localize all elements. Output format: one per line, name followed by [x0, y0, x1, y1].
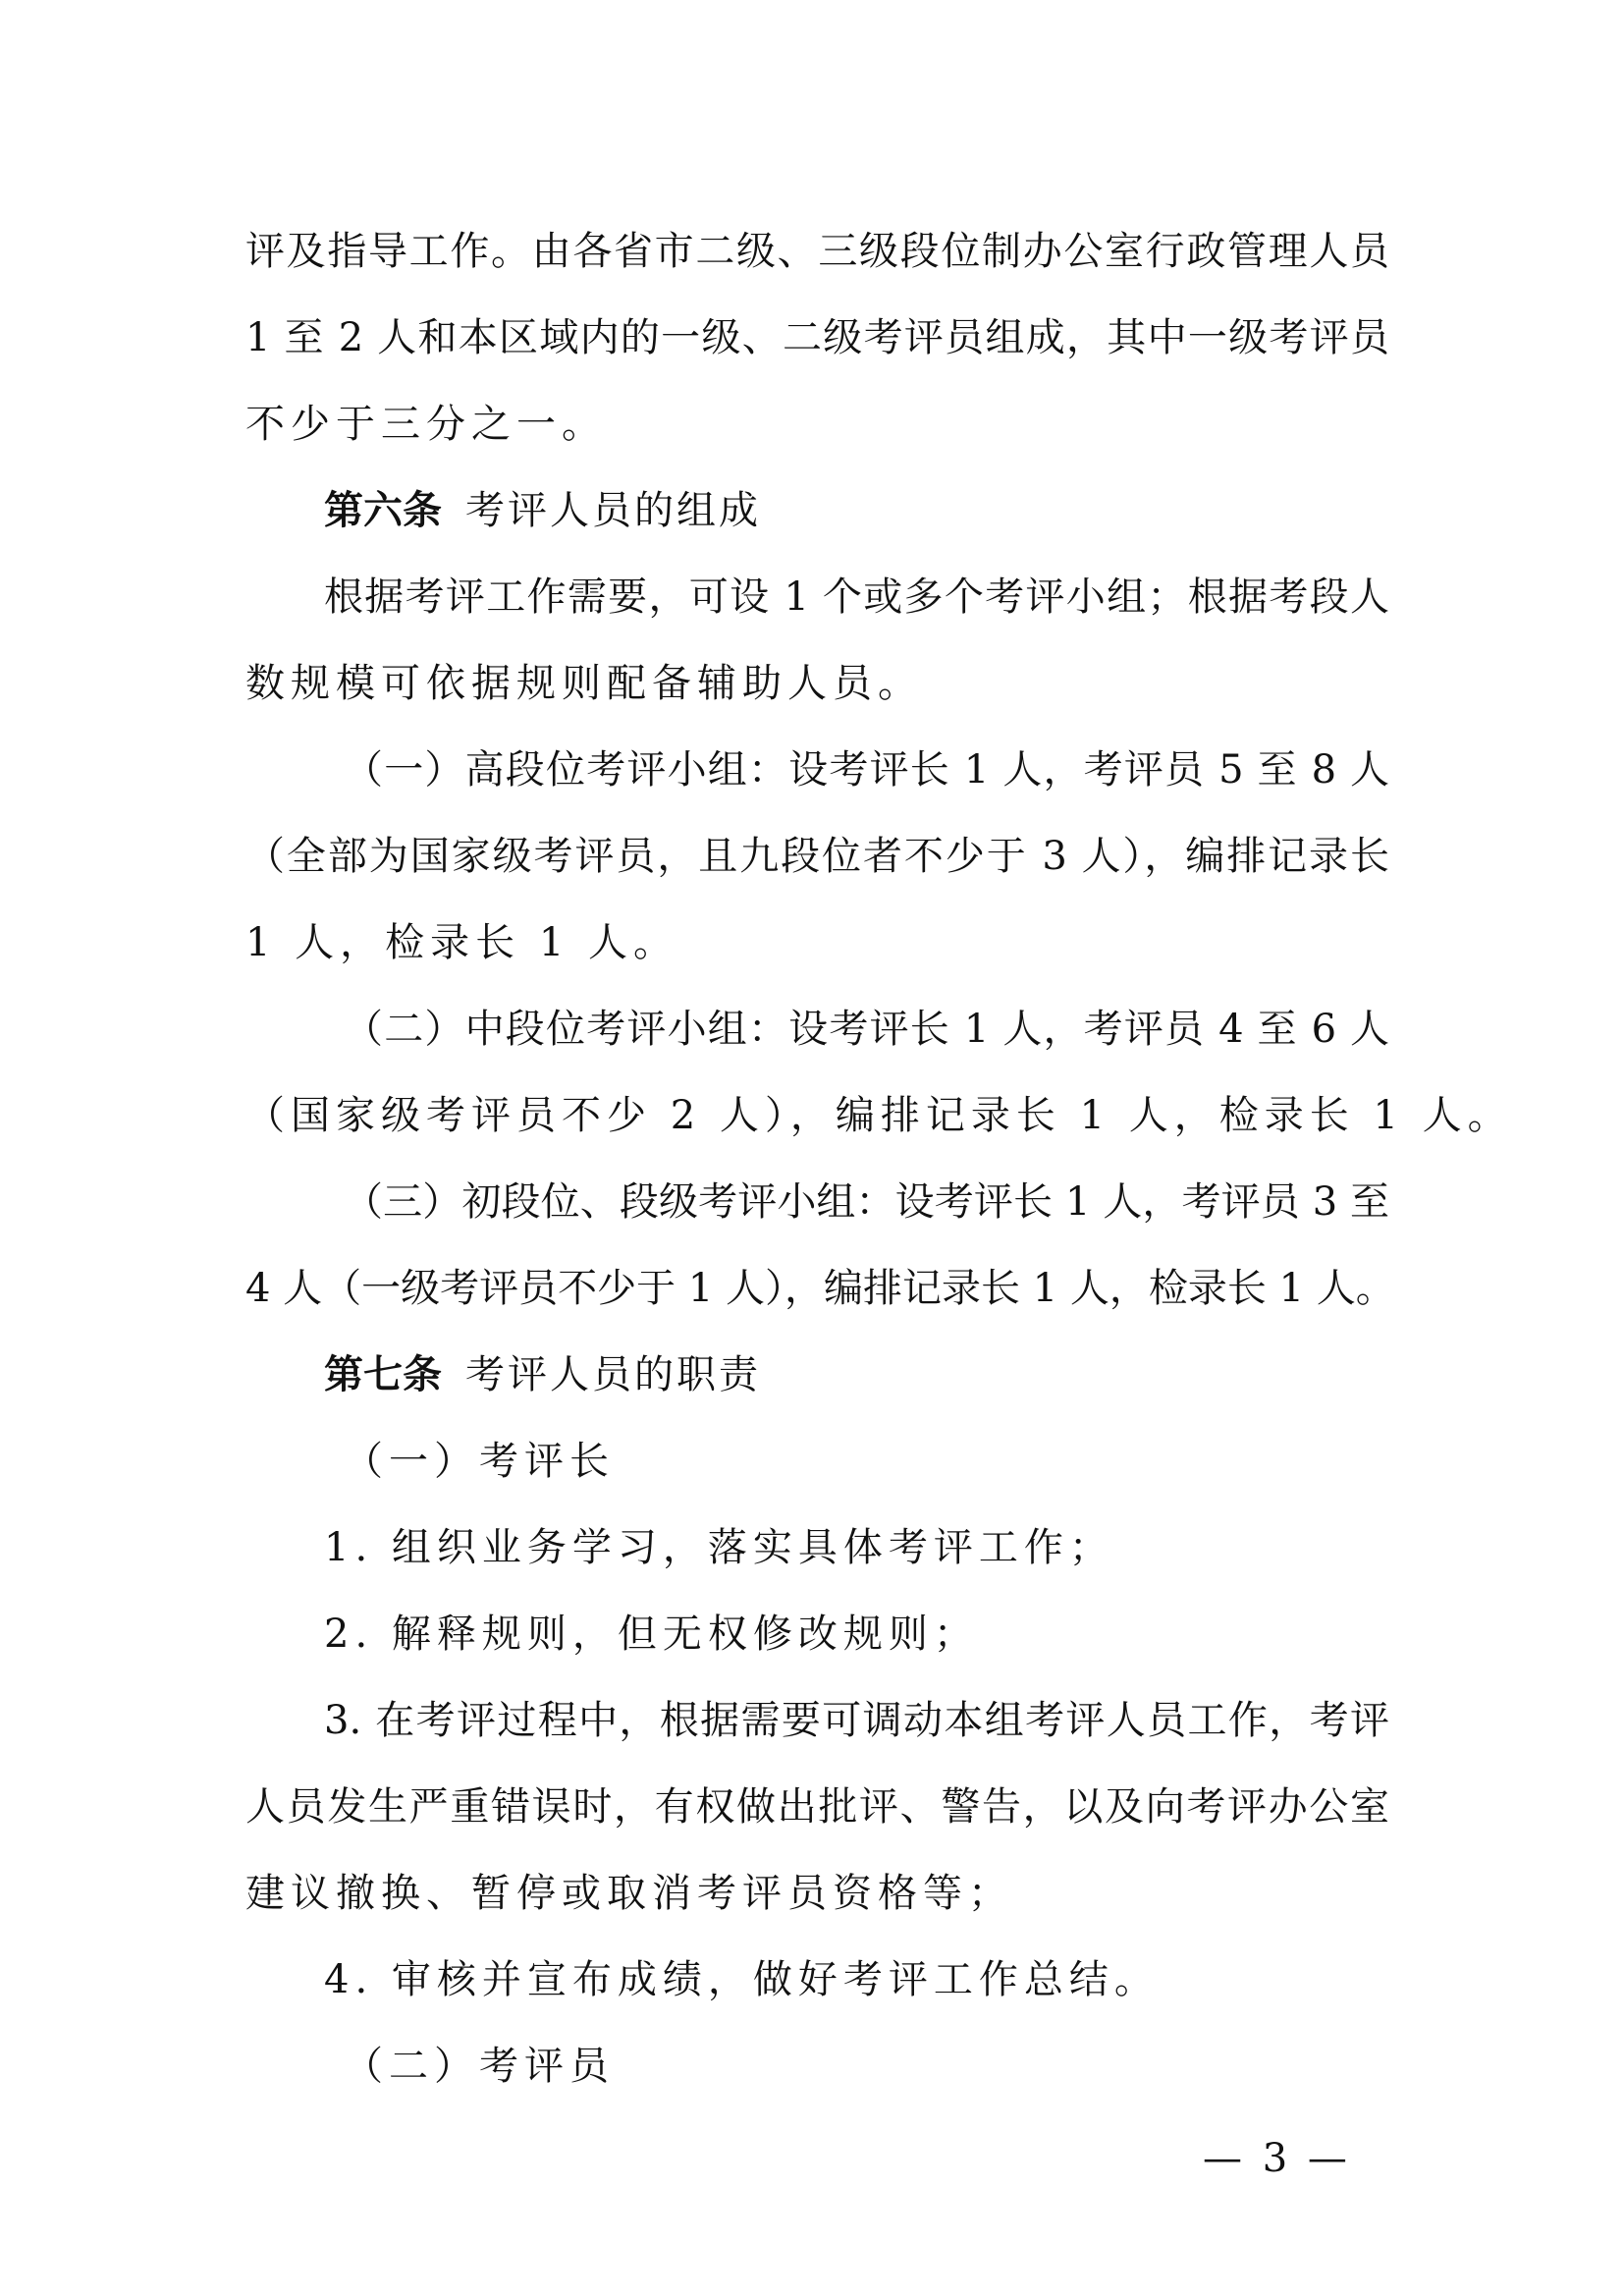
paragraph-line: 1 人，检录长 1 人。	[245, 920, 679, 965]
paragraph-line: （二）中段位考评小组：设考评长 1 人，考评员 4 至 6 人	[344, 1007, 1389, 1052]
paragraph-line: 评及指导工作。由各省市二级、三级段位制办公室行政管理人员	[245, 229, 1389, 274]
paragraph-line: 不少于三分之一。	[245, 402, 607, 447]
paragraph-line: 数规模可依据规则配备辅助人员。	[245, 661, 923, 706]
article-seven-heading	[245, 1332, 1389, 1418]
article-seven-label: 第七条	[324, 1352, 442, 1397]
paragraph-line: 人员发生严重错误时，有权做出批评、警告，以及向考评办公室	[245, 1784, 1389, 1830]
subsection-heading: （一）考评长	[344, 1439, 615, 1484]
article-six-title: 考评人员的组成	[465, 488, 761, 533]
paragraph-line: 根据考评工作需要，可设 1 个或多个考评小组；根据考段人	[324, 574, 1389, 620]
list-item: 4. 审核并宣布成绩，做好考评工作总结。	[324, 1957, 1160, 2002]
article-seven-title: 考评人员的职责	[465, 1352, 761, 1397]
subsection-heading: （二）考评员	[344, 2044, 615, 2089]
list-item: 1. 组织业务学习，落实具体考评工作；	[324, 1525, 1114, 1570]
list-item: 2. 解释规则，但无权修改规则；	[324, 1612, 979, 1657]
page-number: — 3 —	[1203, 2136, 1351, 2181]
article-six-heading	[245, 467, 1389, 554]
list-item: 3. 在考评过程中，根据需要可调动本组考评人员工作，考评	[324, 1698, 1389, 1743]
paragraph-line: （全部为国家级考评员，且九段位者不少于 3 人），编排记录长	[245, 834, 1389, 879]
article-six-label: 第六条	[324, 488, 442, 533]
paragraph-line: （国家级考评员不少 2 人），编排记录长 1 人，检录长 1 人。	[245, 1093, 1513, 1138]
paragraph-line: 1 至 2 人和本区域内的一级、二级考评员组成，其中一级考评员	[245, 315, 1389, 360]
paragraph-line: 4 人（一级考评员不少于 1 人），编排记录长 1 人，检录长 1 人。	[245, 1266, 1395, 1311]
document-body	[245, 208, 1513, 2109]
paragraph-line: 建议撤换、暂停或取消考评员资格等；	[245, 1871, 1013, 1916]
paragraph-line: （一）高段位考评小组：设考评长 1 人，考评员 5 至 8 人	[344, 747, 1389, 793]
paragraph-line: （三）初段位、段级考评小组：设考评长 1 人，考评员 3 至	[344, 1179, 1389, 1225]
